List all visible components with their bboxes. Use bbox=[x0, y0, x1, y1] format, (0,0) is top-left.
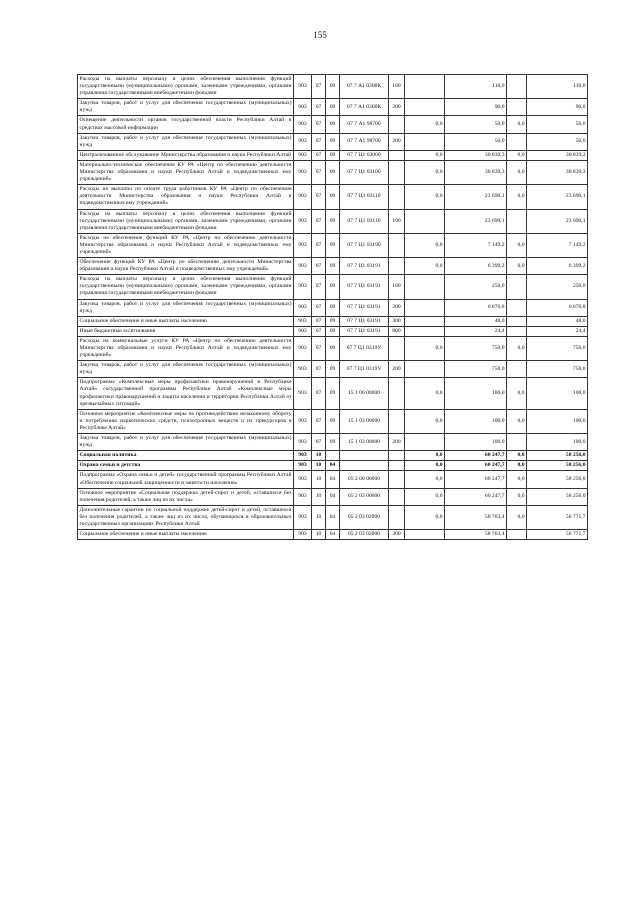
amount-col-1 bbox=[405, 326, 445, 336]
grbs-code: 903 bbox=[294, 150, 312, 160]
amount-col-2: 23 690,1 bbox=[445, 185, 507, 209]
amount-col-1 bbox=[405, 316, 445, 326]
amount-col-4: 750,0 bbox=[527, 361, 588, 378]
table-row bbox=[78, 434, 588, 451]
target-article-code: 07 7 Ц1 03110 bbox=[340, 185, 389, 209]
amount-col-3 bbox=[507, 133, 527, 150]
subsection-code: 04 bbox=[326, 471, 340, 488]
amount-col-3: 0,0 bbox=[507, 471, 527, 488]
amount-col-2: 7 149,2 bbox=[445, 233, 507, 257]
amount-col-2: 110,0 bbox=[445, 75, 507, 99]
section-code: 07 bbox=[312, 209, 326, 233]
target-article-code: 07 7 Ц1 03191 bbox=[340, 299, 389, 316]
amount-col-3: 0,0 bbox=[507, 378, 527, 409]
amount-col-2: 100,0 bbox=[445, 434, 507, 451]
target-article-code: 07 7 Ц1 03191 bbox=[340, 316, 389, 326]
grbs-code: 903 bbox=[294, 99, 312, 116]
expense-type-code: 300 bbox=[389, 316, 405, 326]
row-name: Материально-техническое обеспечение КУ РА «Центр по обеспечению деятельности Министерства образования и науки Республики Алтай и подведомственных ему учреждений» bbox=[78, 160, 294, 184]
expense-type-code bbox=[389, 409, 405, 433]
section-code: 07 bbox=[312, 258, 326, 275]
grbs-code: 903 bbox=[294, 336, 312, 360]
table-row bbox=[78, 133, 588, 150]
subsection-code: 04 bbox=[326, 505, 340, 529]
amount-col-3: 0,0 bbox=[507, 233, 527, 257]
row-name: Социальное обеспечение и иные выплаты населению bbox=[78, 530, 294, 540]
row-name: Дополнительные гарантии по социальной поддержке детей-сирот и детей, оставшихся без попечения родителей, а также лиц из их числа, обучающихся в образовательных государственных организациях Республики Алтай bbox=[78, 505, 294, 529]
amount-col-3: 0,0 bbox=[507, 461, 527, 471]
table-body bbox=[78, 75, 588, 540]
target-article-code: 15 1 00 00000 bbox=[340, 378, 389, 409]
amount-col-3 bbox=[507, 361, 527, 378]
grbs-code: 903 bbox=[294, 116, 312, 133]
expense-type-code bbox=[389, 233, 405, 257]
amount-col-1 bbox=[405, 209, 445, 233]
budget-table bbox=[77, 74, 588, 540]
expense-type-code bbox=[389, 488, 405, 505]
amount-col-4: 6 399,2 bbox=[527, 258, 588, 275]
amount-col-1: 0,0 bbox=[405, 160, 445, 184]
section-code: 07 bbox=[312, 434, 326, 451]
expense-type-code: 200 bbox=[389, 299, 405, 316]
amount-col-1 bbox=[405, 75, 445, 99]
table-row bbox=[78, 471, 588, 488]
target-article-code: 07 7 Ц1 03191 bbox=[340, 275, 389, 299]
amount-col-2: 250,0 bbox=[445, 275, 507, 299]
subsection-code: 04 bbox=[326, 530, 340, 540]
row-name: Расходы на выплаты по оплате труда работников КУ РА «Центр по обеспечению деятельности Министерства образования и науки Республики Алтай и подведомственных ему учреждений» bbox=[78, 185, 294, 209]
amount-col-2: 90,0 bbox=[445, 99, 507, 116]
amount-col-1: 0,0 bbox=[405, 471, 445, 488]
amount-col-4: 58 256,0 bbox=[527, 488, 588, 505]
row-name: Закупка товаров, работ и услуг для обеспечения государственных (муниципальных) нужд bbox=[78, 361, 294, 378]
expense-type-code bbox=[389, 471, 405, 488]
table-row bbox=[78, 336, 588, 360]
grbs-code: 903 bbox=[294, 185, 312, 209]
amount-col-4: 58 256,0 bbox=[527, 451, 588, 461]
grbs-code: 903 bbox=[294, 258, 312, 275]
row-name: Освещение деятельности органов государственной власти Республики Алтай в средствах массовой информации bbox=[78, 116, 294, 133]
grbs-code: 903 bbox=[294, 275, 312, 299]
expense-type-code bbox=[389, 160, 405, 184]
expense-type-code: 100 bbox=[389, 209, 405, 233]
row-name: Основное мероприятие «Комплексные меры по противодействию незаконному обороту и потреблению наркотических средств, психотропных веществ и их прекурсоров в Республике Алтай» bbox=[78, 409, 294, 433]
table-row bbox=[78, 488, 588, 505]
expense-type-code bbox=[389, 378, 405, 409]
grbs-code: 903 bbox=[294, 471, 312, 488]
target-article-code: 07 7 А1 0300К bbox=[340, 99, 389, 116]
target-article-code: 05 2 00 00000 bbox=[340, 471, 389, 488]
amount-col-1: 0,0 bbox=[405, 488, 445, 505]
section-code: 10 bbox=[312, 451, 326, 461]
amount-col-1: 0,0 bbox=[405, 150, 445, 160]
section-code: 10 bbox=[312, 530, 326, 540]
amount-col-4: 6 076,8 bbox=[527, 299, 588, 316]
amount-col-3: 0,0 bbox=[507, 160, 527, 184]
amount-col-2: 6 399,2 bbox=[445, 258, 507, 275]
amount-col-4: 48,0 bbox=[527, 316, 588, 326]
expense-type-code bbox=[389, 505, 405, 529]
row-name: Социальная политика bbox=[78, 451, 294, 461]
row-name: Расходы на выплаты персоналу в целях обеспечения выполнения функций государственными (муниципальными) органами, казенными учреждениями, органами управления государственными внебюджетными фондами bbox=[78, 75, 294, 99]
amount-col-4: 100,0 bbox=[527, 409, 588, 433]
target-article-code: 07 7 А1 98700 bbox=[340, 133, 389, 150]
table-row bbox=[78, 409, 588, 433]
expense-type-code: 200 bbox=[389, 434, 405, 451]
target-article-code: 07 7 Ц1 03100 bbox=[340, 160, 389, 184]
section-code: 07 bbox=[312, 75, 326, 99]
grbs-code: 903 bbox=[294, 461, 312, 471]
expense-type-code bbox=[389, 451, 405, 461]
amount-col-3: 0,0 bbox=[507, 505, 527, 529]
expense-type-code bbox=[389, 150, 405, 160]
row-name: Основное мероприятие «Социальная поддержка детей-сирот и детей, оставшихся без попечения родителей, а также лиц из их числа» bbox=[78, 488, 294, 505]
subsection-code: 09 bbox=[326, 336, 340, 360]
amount-col-4: 250,0 bbox=[527, 275, 588, 299]
amount-col-2: 50,0 bbox=[445, 133, 507, 150]
subsection-code bbox=[326, 451, 340, 461]
amount-col-4: 23 690,1 bbox=[527, 185, 588, 209]
expense-type-code: 800 bbox=[389, 326, 405, 336]
section-code: 07 bbox=[312, 299, 326, 316]
amount-col-2: 30 839,3 bbox=[445, 160, 507, 184]
row-name: Иные бюджетные ассигнования bbox=[78, 326, 294, 336]
amount-col-1: 0,0 bbox=[405, 233, 445, 257]
row-name: Закупка товаров, работ и услуг для обеспечения государственных (муниципальных) нужд bbox=[78, 99, 294, 116]
section-code: 07 bbox=[312, 378, 326, 409]
section-code: 07 bbox=[312, 275, 326, 299]
amount-col-2: 30 839,3 bbox=[445, 150, 507, 160]
target-article-code: 07 7 Ц1 03190 bbox=[340, 233, 389, 257]
row-name: Закупка товаров, работ и услуг для обеспечения государственных (муниципальных) нужд bbox=[78, 434, 294, 451]
amount-col-2: 60 247,7 bbox=[445, 471, 507, 488]
subsection-code: 09 bbox=[326, 409, 340, 433]
row-name: Подпрограмма «Комплексные меры профилактики правонарушений в Республике Алтай» государственной программы Республики Алтай «Комплексные меры профилактики правонарушений и защита населения и территории Республики Алтай от чрезвычайных ситуаций» bbox=[78, 378, 294, 409]
amount-col-1 bbox=[405, 299, 445, 316]
grbs-code: 903 bbox=[294, 361, 312, 378]
expense-type-code bbox=[389, 258, 405, 275]
amount-col-2: 50,0 bbox=[445, 116, 507, 133]
target-article-code: 07 7 А1 0300К bbox=[340, 75, 389, 99]
amount-col-3 bbox=[507, 75, 527, 99]
grbs-code: 903 bbox=[294, 434, 312, 451]
subsection-code: 09 bbox=[326, 99, 340, 116]
grbs-code: 903 bbox=[294, 160, 312, 184]
amount-col-1 bbox=[405, 133, 445, 150]
amount-col-2: 48,0 bbox=[445, 316, 507, 326]
expense-type-code bbox=[389, 116, 405, 133]
row-name: Обеспечение функций КУ РА «Центр по обеспечению деятельности Министерства образования и науки Республики Алтай и подведомственных ему учреждений» bbox=[78, 258, 294, 275]
table-row bbox=[78, 99, 588, 116]
amount-col-1: 0,0 bbox=[405, 461, 445, 471]
table-row bbox=[78, 258, 588, 275]
target-article-code: 07 7 Ц1 03110 bbox=[340, 209, 389, 233]
table-row bbox=[78, 160, 588, 184]
grbs-code: 903 bbox=[294, 133, 312, 150]
amount-col-2: 58 763,4 bbox=[445, 505, 507, 529]
amount-col-4: 24,4 bbox=[527, 326, 588, 336]
amount-col-3: 0,0 bbox=[507, 409, 527, 433]
expense-type-code: 200 bbox=[389, 361, 405, 378]
section-code: 07 bbox=[312, 150, 326, 160]
subsection-code: 09 bbox=[326, 75, 340, 99]
subsection-code: 09 bbox=[326, 160, 340, 184]
amount-col-4: 7 149,2 bbox=[527, 233, 588, 257]
section-code: 07 bbox=[312, 326, 326, 336]
table-row bbox=[78, 116, 588, 133]
grbs-code: 903 bbox=[294, 409, 312, 433]
table-row bbox=[78, 299, 588, 316]
amount-col-4: 100,0 bbox=[527, 434, 588, 451]
subsection-code: 09 bbox=[326, 361, 340, 378]
section-code: 07 bbox=[312, 185, 326, 209]
section-code: 07 bbox=[312, 316, 326, 326]
amount-col-2: 100,0 bbox=[445, 378, 507, 409]
amount-col-3: 0,0 bbox=[507, 488, 527, 505]
row-name: Подпрограмма «Охрана семьи и детей» государственной программы Республики Алтай «Обеспечение социальной защищенности и занятости населения» bbox=[78, 471, 294, 488]
subsection-code: 09 bbox=[326, 116, 340, 133]
amount-col-4: 56 771,7 bbox=[527, 505, 588, 529]
amount-col-4: 30 839,3 bbox=[527, 160, 588, 184]
subsection-code: 09 bbox=[326, 299, 340, 316]
grbs-code: 903 bbox=[294, 209, 312, 233]
amount-col-4: 50,0 bbox=[527, 133, 588, 150]
section-code: 07 bbox=[312, 336, 326, 360]
subsection-code: 04 bbox=[326, 488, 340, 505]
table-row bbox=[78, 185, 588, 209]
subsection-code: 04 bbox=[326, 461, 340, 471]
expense-type-code: 100 bbox=[389, 275, 405, 299]
target-article-code bbox=[340, 451, 389, 461]
amount-col-2: 23 690,1 bbox=[445, 209, 507, 233]
section-code: 07 bbox=[312, 133, 326, 150]
row-name: Расходы на выплаты персоналу в целях обеспечения выполнения функций государственными (муниципальными) органами, казенными учреждениями, органами управления государственными внебюджетными фондами bbox=[78, 209, 294, 233]
expense-type-code: 200 bbox=[389, 99, 405, 116]
grbs-code: 903 bbox=[294, 530, 312, 540]
expense-type-code bbox=[389, 185, 405, 209]
table-row bbox=[78, 75, 588, 99]
section-code: 07 bbox=[312, 99, 326, 116]
target-article-code bbox=[340, 461, 389, 471]
amount-col-3 bbox=[507, 275, 527, 299]
amount-col-4: 30 839,3 bbox=[527, 150, 588, 160]
amount-col-1: 0,0 bbox=[405, 505, 445, 529]
table-row bbox=[78, 275, 588, 299]
section-code: 07 bbox=[312, 361, 326, 378]
amount-col-1 bbox=[405, 434, 445, 451]
amount-col-4: 750,0 bbox=[527, 336, 588, 360]
amount-col-3: 0,0 bbox=[507, 451, 527, 461]
subsection-code: 09 bbox=[326, 275, 340, 299]
row-name: Закупка товаров, работ и услуг для обеспечения государственных (муниципальных) нужд bbox=[78, 133, 294, 150]
amount-col-3 bbox=[507, 99, 527, 116]
amount-col-3 bbox=[507, 530, 527, 540]
row-name: Расходы на выплаты персоналу в целях обеспечения выполнения функций государственными (муниципальными) органами, казенными учреждениями, органами управления государственными внебюджетными фондами bbox=[78, 275, 294, 299]
table-row bbox=[78, 378, 588, 409]
subsection-code: 09 bbox=[326, 378, 340, 409]
section-code: 10 bbox=[312, 461, 326, 471]
grbs-code: 903 bbox=[294, 451, 312, 461]
table-row bbox=[78, 461, 588, 471]
grbs-code: 903 bbox=[294, 75, 312, 99]
amount-col-4: 58 256,0 bbox=[527, 471, 588, 488]
target-article-code: 15 1 03 00000 bbox=[340, 434, 389, 451]
amount-col-4: 110,0 bbox=[527, 75, 588, 99]
target-article-code: 05 2 03 02000 bbox=[340, 530, 389, 540]
amount-col-1: 0,0 bbox=[405, 258, 445, 275]
amount-col-2: 60 247,7 bbox=[445, 488, 507, 505]
grbs-code: 903 bbox=[294, 505, 312, 529]
amount-col-3 bbox=[507, 326, 527, 336]
grbs-code: 903 bbox=[294, 326, 312, 336]
amount-col-4: 58 256,0 bbox=[527, 461, 588, 471]
amount-col-1: 0,0 bbox=[405, 185, 445, 209]
amount-col-3 bbox=[507, 209, 527, 233]
target-article-code: 05 2 03 02000 bbox=[340, 505, 389, 529]
amount-col-1 bbox=[405, 530, 445, 540]
subsection-code: 09 bbox=[326, 233, 340, 257]
amount-col-3: 0,0 bbox=[507, 336, 527, 360]
table-row bbox=[78, 233, 588, 257]
section-code: 07 bbox=[312, 409, 326, 433]
amount-col-4: 23 690,1 bbox=[527, 209, 588, 233]
section-code: 07 bbox=[312, 160, 326, 184]
amount-col-1 bbox=[405, 275, 445, 299]
section-code: 10 bbox=[312, 488, 326, 505]
table-row bbox=[78, 150, 588, 160]
amount-col-1 bbox=[405, 99, 445, 116]
target-article-code: 07 7 А1 98700 bbox=[340, 116, 389, 133]
amount-col-2: 58 763,4 bbox=[445, 530, 507, 540]
amount-col-1 bbox=[405, 361, 445, 378]
target-article-code: 07 7 Ц1 03000 bbox=[340, 150, 389, 160]
row-name: Расходы на обеспечение функций КУ РА «Центр по обеспечению деятельности Министерства образования и науки Республики Алтай и подведомственных ему учреждений» bbox=[78, 233, 294, 257]
amount-col-2: 24,4 bbox=[445, 326, 507, 336]
amount-col-3 bbox=[507, 299, 527, 316]
amount-col-3: 0,0 bbox=[507, 185, 527, 209]
grbs-code: 903 bbox=[294, 316, 312, 326]
section-code: 10 bbox=[312, 471, 326, 488]
amount-col-4: 56 771,7 bbox=[527, 530, 588, 540]
target-article-code: 07 7 Ц1 03191 bbox=[340, 326, 389, 336]
expense-type-code bbox=[389, 336, 405, 360]
target-article-code: 15 1 03 00000 bbox=[340, 409, 389, 433]
table-row bbox=[78, 361, 588, 378]
page-number: 155 bbox=[313, 30, 327, 40]
amount-col-1: 0,0 bbox=[405, 409, 445, 433]
table-row bbox=[78, 316, 588, 326]
amount-col-4: 100,0 bbox=[527, 378, 588, 409]
subsection-code: 09 bbox=[326, 316, 340, 326]
amount-col-3 bbox=[507, 434, 527, 451]
amount-col-1: 0,0 bbox=[405, 378, 445, 409]
section-code: 07 bbox=[312, 233, 326, 257]
table-row bbox=[78, 451, 588, 461]
amount-col-1: 0,0 bbox=[405, 336, 445, 360]
grbs-code: 903 bbox=[294, 488, 312, 505]
table-row bbox=[78, 326, 588, 336]
target-article-code: 07 7 Ц1 03191 bbox=[340, 258, 389, 275]
table-row bbox=[78, 209, 588, 233]
grbs-code: 903 bbox=[294, 299, 312, 316]
amount-col-2: 750,0 bbox=[445, 336, 507, 360]
table-row bbox=[78, 530, 588, 540]
amount-col-3 bbox=[507, 316, 527, 326]
expense-type-code: 200 bbox=[389, 133, 405, 150]
subsection-code: 09 bbox=[326, 326, 340, 336]
grbs-code: 903 bbox=[294, 233, 312, 257]
amount-col-3: 0,0 bbox=[507, 116, 527, 133]
subsection-code: 09 bbox=[326, 150, 340, 160]
amount-col-3: 0,0 bbox=[507, 258, 527, 275]
amount-col-4: 90,0 bbox=[527, 99, 588, 116]
amount-col-2: 750,0 bbox=[445, 361, 507, 378]
target-article-code: 05 2 03 00000 bbox=[340, 488, 389, 505]
subsection-code: 09 bbox=[326, 209, 340, 233]
subsection-code: 09 bbox=[326, 185, 340, 209]
row-name: Централизованное обслуживание Министерства образования и науки Республики Алтай bbox=[78, 150, 294, 160]
row-name: Социальное обеспечение и иные выплаты населению bbox=[78, 316, 294, 326]
amount-col-4: 50,0 bbox=[527, 116, 588, 133]
expense-type-code: 100 bbox=[389, 75, 405, 99]
amount-col-3: 0,0 bbox=[507, 150, 527, 160]
amount-col-2: 100,0 bbox=[445, 409, 507, 433]
row-name: Охрана семьи и детства bbox=[78, 461, 294, 471]
target-article-code: 07 7 Ц1 0319У bbox=[340, 336, 389, 360]
target-article-code: 07 7 Ц1 0319У bbox=[340, 361, 389, 378]
amount-col-1: 0,0 bbox=[405, 451, 445, 461]
subsection-code: 09 bbox=[326, 258, 340, 275]
amount-col-2: 60 247,7 bbox=[445, 461, 507, 471]
grbs-code: 903 bbox=[294, 378, 312, 409]
amount-col-2: 6 076,8 bbox=[445, 299, 507, 316]
amount-col-2: 60 247,7 bbox=[445, 451, 507, 461]
expense-type-code: 300 bbox=[389, 530, 405, 540]
section-code: 07 bbox=[312, 116, 326, 133]
row-name: Закупка товаров, работ и услуг для обеспечения государственных (муниципальных) нужд bbox=[78, 299, 294, 316]
section-code: 10 bbox=[312, 505, 326, 529]
amount-col-1: 0,0 bbox=[405, 116, 445, 133]
row-name: Расходы на коммунальные услуги КУ РА «Центр по обеспечению деятельности Министерства образования и науки Республики Алтай и подведомственных ему учреждений» bbox=[78, 336, 294, 360]
expense-type-code bbox=[389, 461, 405, 471]
subsection-code: 09 bbox=[326, 133, 340, 150]
subsection-code: 09 bbox=[326, 434, 340, 451]
table-row bbox=[78, 505, 588, 529]
